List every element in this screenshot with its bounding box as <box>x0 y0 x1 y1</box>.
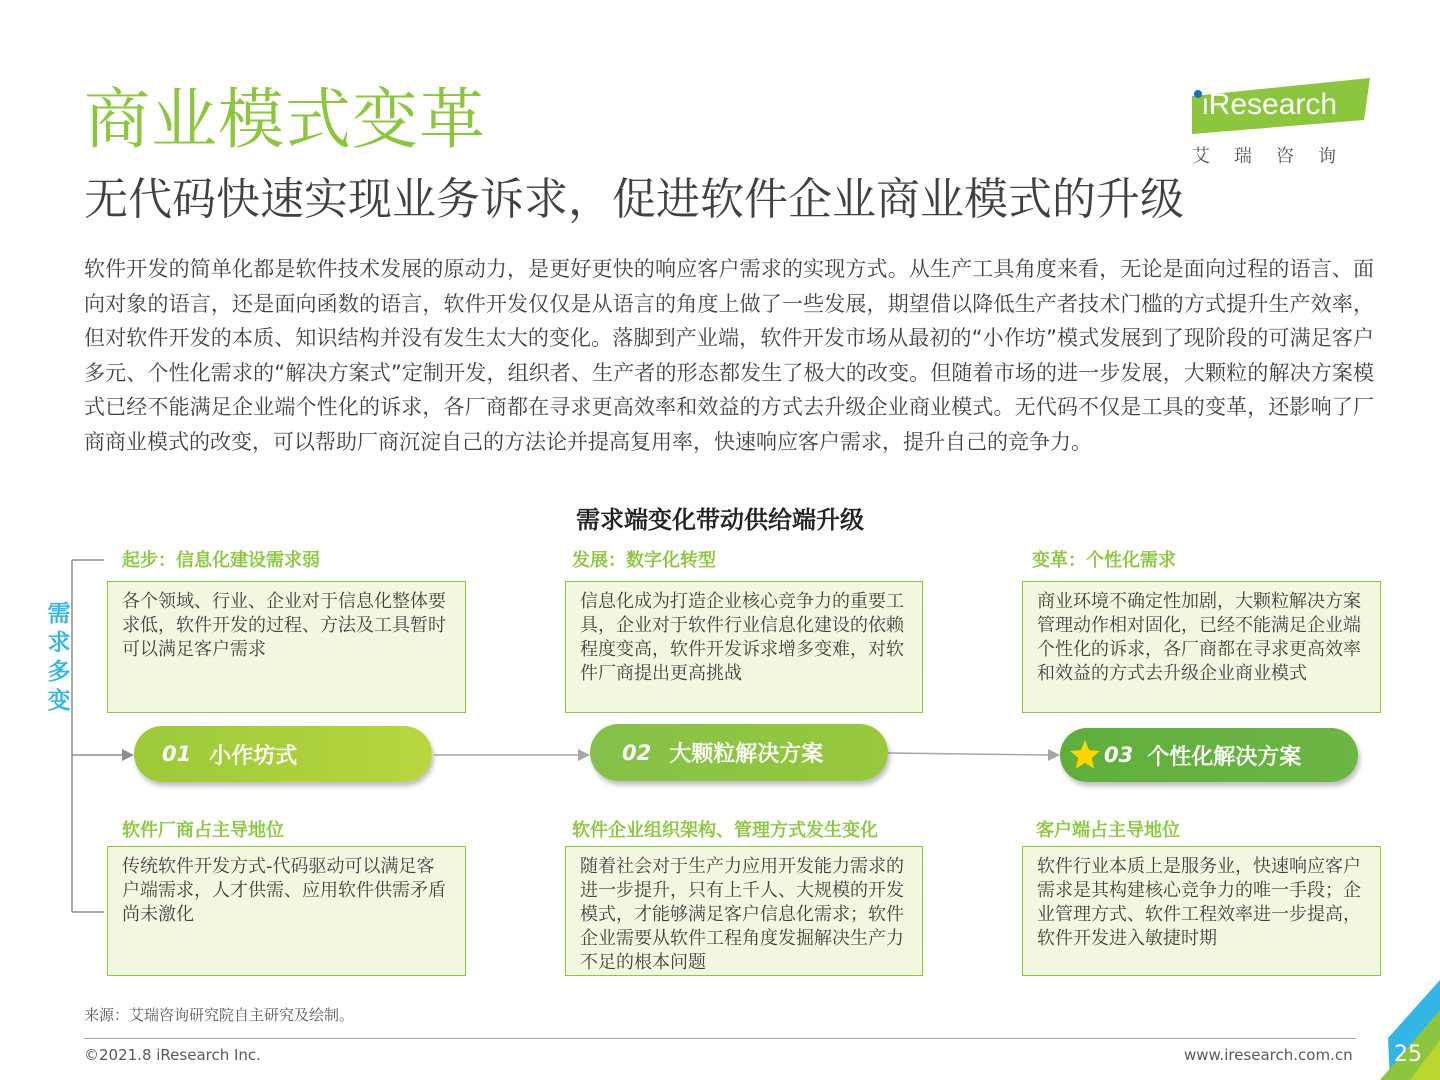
stage-1-top-box <box>107 581 466 713</box>
stage-3-name: 个性化解决方案 <box>1147 744 1302 770</box>
arrow-head-3 <box>1048 749 1060 761</box>
stage-1-number: 01 <box>162 742 192 766</box>
stage-1-bottom-heading: 软件厂商占主导地位 <box>122 820 284 841</box>
stage-1-bottom-text: 传统软件开发方式-代码驱动可以满足客户端需求，人才供需、应用软件供需矛盾尚未激化 <box>122 856 446 925</box>
stage-2-number: 02 <box>622 740 652 765</box>
stage-2-top-box <box>565 581 923 713</box>
diagram-title: 需求端变化带动供给端升级 <box>576 506 864 534</box>
stage-2-bottom-text: 随着社会对于生产力应用开发能力需求的进一步提升，只有上千人、大规模的开发模式，才能够满足客户信息化需求；软件企业需要从软件工程角度发掘解决生产力不足的根本问题 <box>580 856 904 973</box>
stage-2-top-text: 信息化成为打造企业核心竞争力的重要工具，企业对于软件行业信息化建设的依赖程度变高，软件开发诉求增多变难，对软件厂商提出更高挑战 <box>580 591 904 684</box>
stage-2-bottom-heading: 软件企业组织架构、管理方式发生变化 <box>572 820 878 841</box>
iresearch-logo <box>1188 76 1378 166</box>
copyright: ©2021.8 iResearch Inc. <box>84 1046 261 1064</box>
arrow-head-1 <box>122 749 134 761</box>
website-link[interactable]: www.iresearch.com.cn <box>1184 1046 1353 1064</box>
stage-3-top-box <box>1022 581 1381 713</box>
stage-2-top-heading: 发展：数字化转型 <box>572 550 716 571</box>
page-title: 商业模式变革 <box>84 81 486 158</box>
vertical-label-demand: 需求多变 <box>47 601 71 714</box>
stage-2-bottom-box <box>565 846 923 976</box>
arrow-head-2 <box>578 749 590 761</box>
stage-3-top-heading: 变革：个性化需求 <box>1032 550 1176 571</box>
stage-1-bottom-box <box>107 846 466 976</box>
footer-divider <box>84 1038 1356 1039</box>
stage-2-pill <box>590 724 888 781</box>
stage-2-name: 大颗粒解决方案 <box>669 742 824 767</box>
logo-text-en: iResearch <box>1202 88 1338 121</box>
stage-1-name: 小作坊式 <box>209 743 298 769</box>
source-note: 来源：艾瑞咨询研究院自主研究及绘制。 <box>84 1006 355 1024</box>
page-number: 25 <box>1394 1042 1422 1067</box>
stage-1-pill <box>134 726 432 782</box>
logo-text-cn: 艾瑞咨询 <box>1192 146 1360 167</box>
stage-1-top-heading: 起步：信息化建设需求弱 <box>122 550 320 571</box>
star-icon <box>1068 738 1102 772</box>
intro-paragraph: 软件开发的简单化都是软件技术发展的原动力，是更好更快的响应客户需求的实现方式。从生产工具角度来看，无论是面向过程的语言、面向对象的语言，还是面向函数的语言，软件开发仅仅是从语言的角度上做了一些发展，期望借以降低生产者技术门槛的方式提升生产效率，但对软件开发的本质、知识结构并没有发生太大的变化。落脚到产业端，软件开发市场从最初的“小作坊”模式发展到了现阶段的可满足客户多元、个性化需求的“解决方案式”定制开发，组织者、生产者的形态都发生了极大的改变。但随着市场的进一步发展，大颗粒的解决方案模式已经不能满足企业端个性化的诉求，各厂商都在寻求更高效率和效益的方式去升级企业商业模式。无代码不仅是工具的变革，还影响了厂商商业模式的改变，可以帮助厂商沉淀自己的方法论并提高复用率，快速响应客户需求，提升自己的竞争力。 <box>84 257 1374 454</box>
stage-3-top-text: 商业环境不确定性加剧，大颗粒解决方案管理动作相对固化，已经不能满足企业端个性化的诉求，各厂商都在寻求更高效率和效益的方式去升级企业商业模式 <box>1037 591 1361 684</box>
connector-2-3 <box>888 753 1048 755</box>
stage-3-pill <box>1060 728 1358 782</box>
page-subtitle: 无代码快速实现业务诉求，促进软件企业商业模式的升级 <box>84 174 1184 225</box>
stage-3-bottom-box <box>1022 846 1381 976</box>
stage-3-number: 03 <box>1104 743 1134 767</box>
stage-3-bottom-text: 软件行业本质上是服务业，快速响应客户需求是其构建核心竞争力的唯一手段；企业管理方式、软件工程效率进一步提高，软件开发进入敏捷时期 <box>1037 856 1361 949</box>
stage-3-bottom-heading: 客户端占主导地位 <box>1036 820 1180 841</box>
stage-1-top-text: 各个领域、行业、企业对于信息化整体要求低，软件开发的过程、方法及工具暂时可以满足客户需求 <box>122 591 446 660</box>
